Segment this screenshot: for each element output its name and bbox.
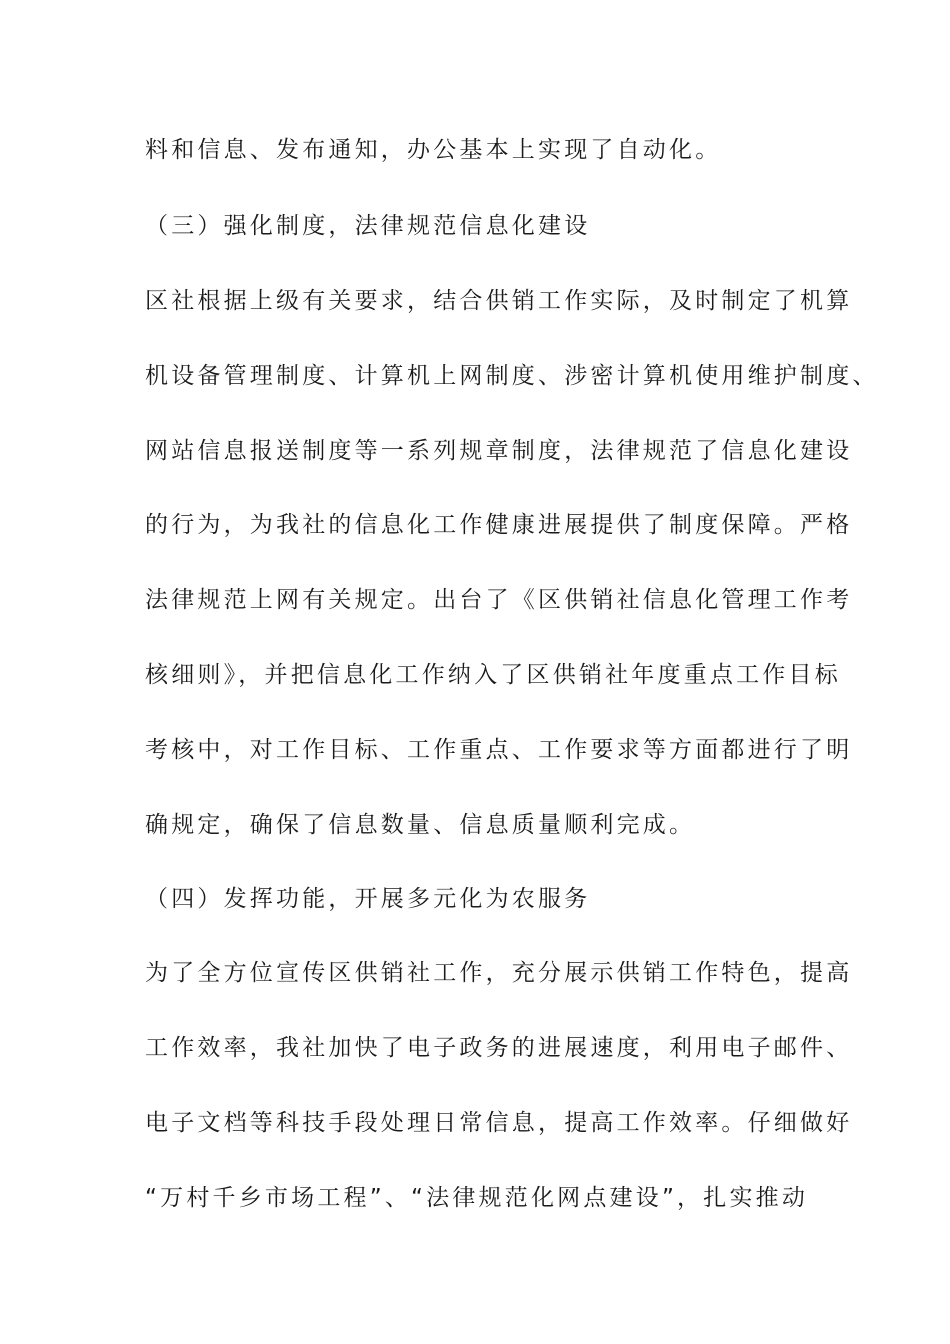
body-text-line: 工作效率，我社加快了电子政务的进展速度，利用电子邮件、	[145, 1035, 853, 1061]
body-text-line: 确规定，确保了信息数量、信息质量顺利完成。	[145, 812, 696, 838]
section-heading: （三）强化制度，法律规范信息化建设	[145, 213, 591, 239]
body-text-line: 网站信息报送制度等一系列规章制度，法律规范了信息化建设	[145, 438, 853, 464]
body-text-line: 电子文档等科技手段处理日常信息，提高工作效率。仔细做好	[145, 1110, 853, 1136]
body-text-line: 机设备管理制度、计算机上网制度、涉密计算机使用维护制度、	[145, 363, 879, 389]
body-text-line: 的行为，为我社的信息化工作健康进展提供了制度保障。严格	[145, 512, 853, 538]
body-text-line: “万村千乡市场工程”、“法律规范化网点建设”，扎实推动	[145, 1185, 809, 1211]
body-text-line: 考核中，对工作目标、工作重点、工作要求等方面都进行了明	[145, 737, 853, 763]
body-text-line: 区社根据上级有关要求，结合供销工作实际，及时制定了机算	[145, 288, 853, 314]
body-text-line: 核细则》，并把信息化工作纳入了区供销社年度重点工作目标	[145, 662, 841, 688]
section-heading: （四）发挥功能，开展多元化为农服务	[145, 886, 591, 912]
body-text-line: 为了全方位宣传区供销社工作，充分展示供销工作特色，提高	[145, 960, 853, 986]
body-text-line: 料和信息、发布通知，办公基本上实现了自动化。	[145, 137, 722, 163]
body-text-line: 法律规范上网有关规定。出台了《区供销社信息化管理工作考	[145, 587, 853, 613]
